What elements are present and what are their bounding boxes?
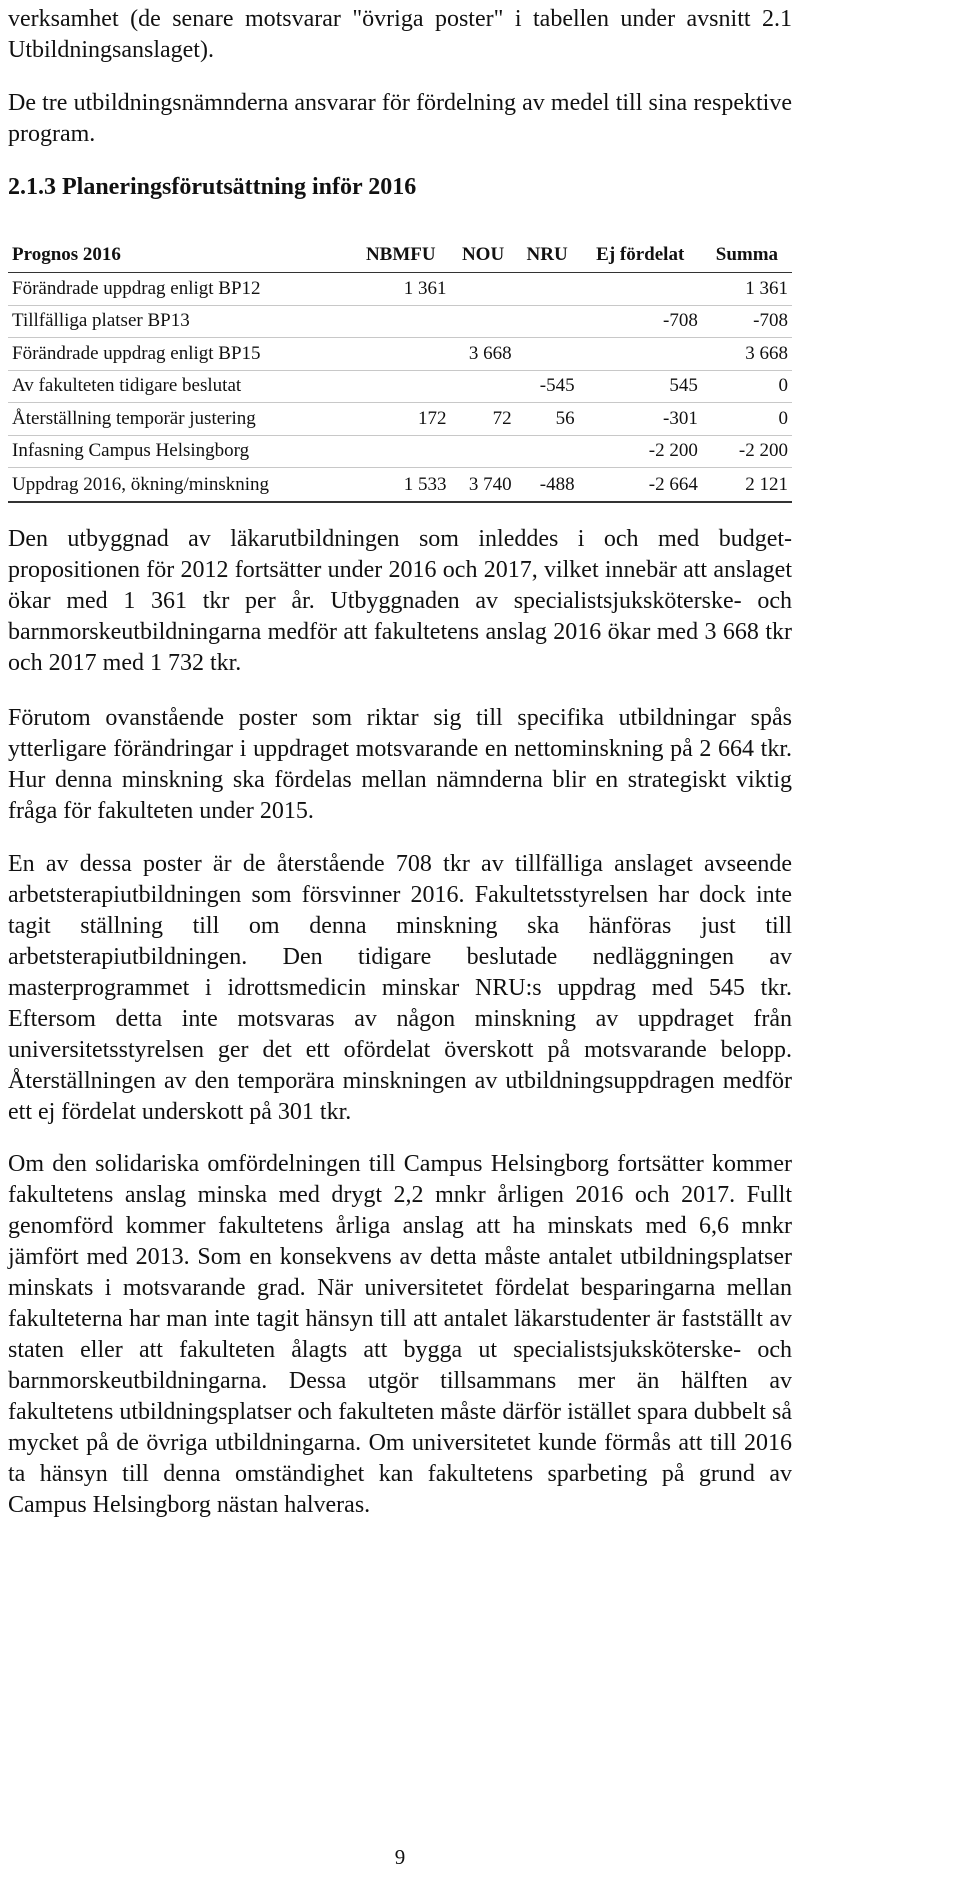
table-row <box>8 305 792 338</box>
table-cell <box>451 435 516 468</box>
table-cell <box>579 273 702 306</box>
table-cell: 72 <box>451 403 516 436</box>
table-cell: 3 668 <box>702 338 792 371</box>
table-total-cell: Uppdrag 2016, ökning/minskning <box>8 468 351 503</box>
table-cell: -2 200 <box>579 435 702 468</box>
table-row <box>8 273 792 306</box>
table-row <box>8 370 792 403</box>
table-cell: 172 <box>351 403 451 436</box>
body-paragraph: Om den solidariska omfördelningen till Campus Helsingborg fortsätter kommer fakultetens anslag minska med drygt 2,2 mnkr årligen 2016 och 2017. Fullt genomförd kommer fakultetens årliga anslag att ha minskats med 6,6 mnkr jämfört med 2013. Som en konsekvens av detta måste antalet utbildningsplatser minskats i motsvarande grad. När universitetet fördelat besparingarna mellan fakulteterna har man inte tagit hänsyn till att antalet läkarstudenter är fastställt av staten eller att fakulteten ålagts att bygga ut specialistsjuksköterske- och barnmorskeutbildningarna. Dessa utgör tillsammans mer än hälften av fakultetens utbildningsplatser och fakulteten måste därför istället spara dubbelt så mycket på de övriga utbildningarna. Om universitetet kunde förmås att till 2016 ta hänsyn till denna omständighet kan fakultetens sparbeting på grund av Campus Helsingborg nästan halveras. <box>8 1151 792 1518</box>
table-total-cell: 2 121 <box>702 468 792 503</box>
table-total-row <box>8 468 792 503</box>
table-cell <box>351 338 451 371</box>
table-cell <box>451 370 516 403</box>
table-total-cell: -2 664 <box>579 468 702 503</box>
table-cell <box>351 435 451 468</box>
table-total-cell: -488 <box>516 468 579 503</box>
section-heading: 2.1.3 Planeringsförutsättning inför 2016 <box>8 174 417 200</box>
table-header-cell: NRU <box>516 238 579 273</box>
table-cell <box>516 435 579 468</box>
table-header-row <box>8 238 792 273</box>
table-row <box>8 338 792 371</box>
table-cell: 0 <box>702 403 792 436</box>
table-cell <box>516 305 579 338</box>
table-cell: 1 361 <box>351 273 451 306</box>
table-cell: 1 361 <box>702 273 792 306</box>
table-cell: -545 <box>516 370 579 403</box>
table-cell: 56 <box>516 403 579 436</box>
table-cell: Tillfälliga platser BP13 <box>8 305 351 338</box>
body-paragraph: En av dessa poster är de återstående 708 tkr av tillfälliga anslaget avseende arbetsterapiutbildningen som försvinner 2016. Fakultetsstyrelsen har dock inte tagit ställning till om denna minskning ska hänföras just till arbetsterapiutbildningen. Den tidigare beslutade nedläggningen av masterprogrammet i idrottsmedicin minskar NRU:s uppdrag med 545 tkr. Eftersom detta inte motsvaras av någon minskning av uppdraget från universitetsstyrelsen ger det ett ofördelat överskott på motsvarande belopp. Återställningen av den temporära minskningen av utbildningsuppdragen medför ett ej fördelat underskott på 301 tkr. <box>8 851 792 1125</box>
prognos-table <box>8 238 792 503</box>
table-cell: Förändrade uppdrag enligt BP15 <box>8 338 351 371</box>
table-total-cell: 1 533 <box>351 468 451 503</box>
table-header-cell: Prognos 2016 <box>8 238 351 273</box>
table-cell: Av fakulteten tidigare beslutat <box>8 370 351 403</box>
body-paragraph: Den utbyggnad av läkarutbildningen som inleddes i och med budget-propositionen för 2012 fortsätter under 2016 och 2017, vilket innebär att anslaget ökar med 1 361 tkr per år. Utbyggnaden av specialistsjuksköterske- och barnmorskeutbildningarna medför att fakultetens anslag 2016 ökar med 3 668 tkr och 2017 med 1 732 tkr. <box>8 526 792 676</box>
table-header-cell: NBMFU <box>351 238 451 273</box>
table-cell <box>351 370 451 403</box>
table-cell <box>351 305 451 338</box>
table-cell <box>579 338 702 371</box>
table-cell: Återställning temporär justering <box>8 403 351 436</box>
table-cell: Infasning Campus Helsingborg <box>8 435 351 468</box>
table-cell: 0 <box>702 370 792 403</box>
body-paragraph: Förutom ovanstående poster som riktar sig till specifika utbildningar spås ytterligare förändringar i uppdraget motsvarande en nettominskning på 2 664 tkr. Hur denna minskning ska fördelas mellan nämnderna blir en strategiskt viktig fråga för fakulteten under 2015. <box>8 705 792 824</box>
table-header-cell: NOU <box>451 238 516 273</box>
table-cell <box>516 338 579 371</box>
table-cell: 545 <box>579 370 702 403</box>
table-cell <box>451 305 516 338</box>
intro-paragraph: verksamhet (de senare motsvarar "övriga poster" i tabellen under avsnitt 2.1 Utbildningsanslaget). <box>8 6 792 63</box>
table-cell: -301 <box>579 403 702 436</box>
table-cell <box>516 273 579 306</box>
table-cell: -708 <box>702 305 792 338</box>
table-cell: -2 200 <box>702 435 792 468</box>
table-header-cell: Summa <box>702 238 792 273</box>
table-cell: 3 668 <box>451 338 516 371</box>
page-number: 9 <box>394 1845 406 1869</box>
table-cell: -708 <box>579 305 702 338</box>
table-cell: Förändrade uppdrag enligt BP12 <box>8 273 351 306</box>
table-header-cell: Ej fördelat <box>579 238 702 273</box>
table-row <box>8 403 792 436</box>
table-row <box>8 435 792 468</box>
intro-paragraph-2: De tre utbildningsnämnderna ansvarar för fördelning av medel till sina respektive program. <box>8 90 792 147</box>
table-cell <box>451 273 516 306</box>
table-total-cell: 3 740 <box>451 468 516 503</box>
